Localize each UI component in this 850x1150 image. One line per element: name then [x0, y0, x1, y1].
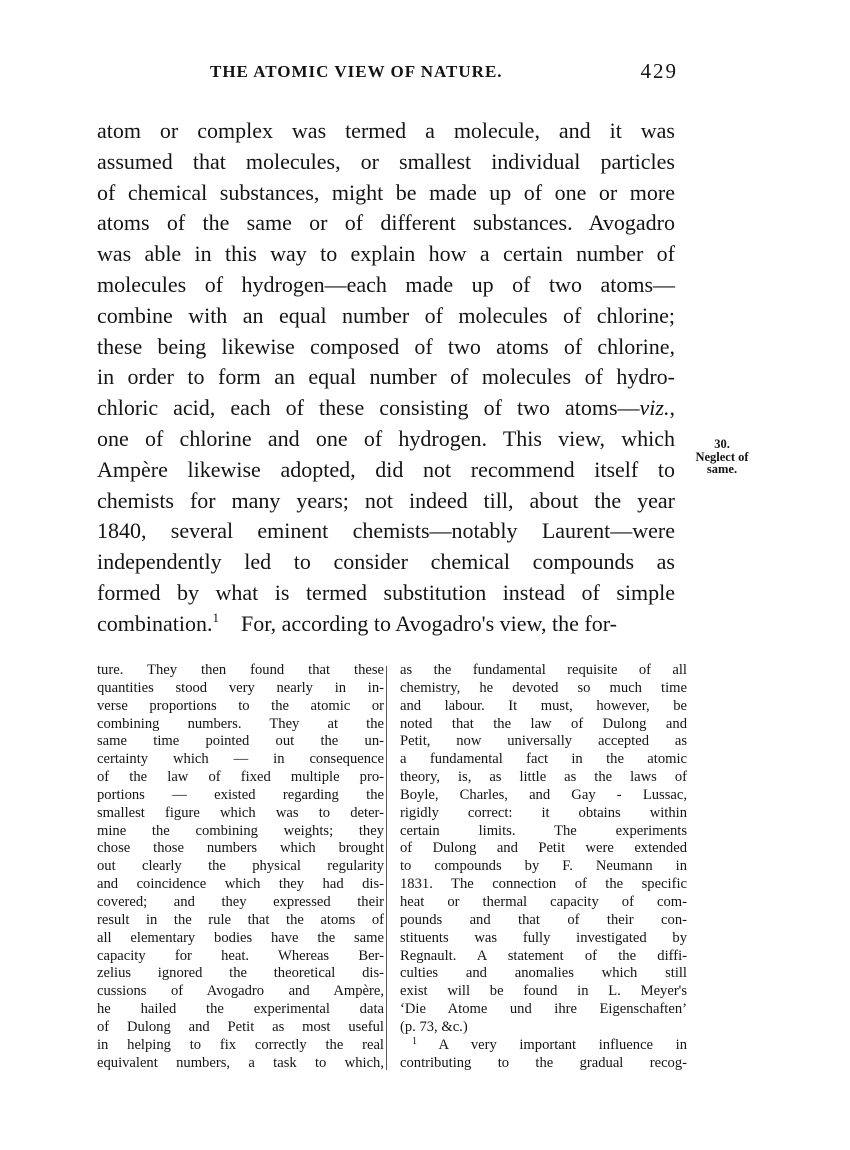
footnote-line: culties and anomalies which still [400, 965, 687, 982]
footnote-line: to compounds by F. Neumann in [400, 858, 687, 875]
footnote-line: in helping to fix correctly the real [97, 1036, 384, 1053]
footnote-line: certain limits. The experiments [400, 822, 687, 839]
footnote-ref[interactable]: 1 [212, 609, 219, 625]
footnote-line: and labour. It must, however, be [400, 697, 687, 714]
footnote-line: of the law of fixed multiple pro- [97, 769, 384, 786]
footnote-column-right [400, 662, 687, 1072]
text-line: of chemical substances, might be made up of one or more [97, 179, 675, 205]
footnote-line: heat or thermal capacity of com- [400, 893, 687, 910]
text-line: independently led to consider chemical compounds as [97, 549, 675, 575]
footnote-line: smallest figure which was to deter- [97, 804, 384, 821]
footnote-line: he hailed the experimental data [97, 1001, 384, 1018]
footnote-line: 1831. The connection of the specific [400, 876, 687, 893]
text-line: in order to form an equal number of molecules of hydro- [97, 364, 675, 390]
footnote-line: noted that the law of Dulong and [400, 715, 687, 732]
footnote-line: $^1$ A very important influence in [412, 1035, 687, 1053]
footnote-column-left [97, 662, 384, 1072]
running-header [200, 59, 680, 92]
footnote-line: equivalent numbers, a task to which, [97, 1054, 384, 1071]
main-text [97, 116, 675, 640]
footnote-line: ‘Die Atome und ihre Eigenschaften’ [400, 1001, 687, 1018]
page-number: 429 [640, 59, 678, 83]
footnote-line: Boyle, Charles, and Gay - Lussac, [400, 786, 687, 803]
text-line: one of chlorine and one of hydrogen. This view, which [97, 425, 675, 451]
footnote-line: same time pointed out the un- [97, 733, 384, 750]
text-fragment: For, according to Avogadro's view, the for- [240, 610, 617, 636]
footnote-line: Petit, now universally accepted as [400, 733, 687, 750]
footnote-line: mine the combining weights; they [97, 822, 384, 839]
text-line: these being likewise composed of two atoms of chlorine, [97, 333, 675, 359]
footnote-line: portions — existed regarding the [97, 786, 384, 803]
footnote-line: result in the rule that the atoms of [97, 911, 384, 928]
footnote-line: ture. They then found that these [97, 662, 384, 678]
text-line: 1840, several eminent chemists—notably Laurent—were [97, 518, 675, 544]
footnote-line: rigidly correct: it obtains within [400, 804, 687, 821]
running-title: THE ATOMIC VIEW OF NATURE. [210, 62, 503, 81]
footnote-line: out clearly the physical regularity [97, 858, 384, 875]
footnote-line: theory, is, as little as the laws of [400, 769, 687, 786]
footnote-marker: 1 [412, 1035, 439, 1047]
text-line: assumed that molecules, or smallest individual particles [97, 148, 675, 174]
footnote-line: cussions of Avogadro and Ampère, [97, 983, 384, 1000]
footnote-line: capacity for heat. Whereas Ber- [97, 947, 384, 964]
text-line: molecules of hydrogen—each made up of two atoms— [97, 271, 675, 297]
text-line: atom or complex was termed a molecule, and it was [97, 118, 675, 143]
footnote-line: quantities stood very nearly in in- [97, 679, 384, 696]
footnote-line: chose those numbers which brought [97, 840, 384, 857]
footnote-line: stituents was fully investigated by [400, 929, 687, 946]
footnote-line: Regnault. A statement of the diffi- [400, 947, 687, 964]
text-line: Ampère likewise adopted, did not recommend itself to [97, 456, 675, 482]
footnotes [97, 662, 687, 1082]
text-line: chemists for many years; not indeed till, about the year [97, 487, 675, 513]
footnote-line: exist will be found in L. Meyer's [400, 983, 687, 1000]
footnote-line: certainty which — in consequence [97, 751, 384, 768]
text-line: chloric acid, each of these consisting of two atoms—viz., [97, 395, 675, 421]
footnote-line: (p. 73, &c.) [400, 1018, 468, 1035]
text-fragment: combination. [97, 610, 213, 636]
footnote-line: of Dulong and Petit were extended [400, 840, 687, 857]
footnote-line: zelius ignored the theoretical dis- [97, 965, 384, 982]
italic-text: viz. [639, 395, 670, 421]
text-line: atoms of the same or of different substances. Avogadro [97, 210, 675, 236]
footnote-line: a fundamental fact in the atomic [400, 751, 687, 768]
text-line [97, 609, 675, 640]
footnote-line: covered; and they expressed their [97, 893, 384, 910]
text-line: combine with an equal number of molecules of chlorine; [97, 302, 675, 328]
margin-note-number: 30. [714, 437, 730, 451]
footnote-line: and coincidence which they had dis- [97, 876, 384, 893]
column-divider [386, 666, 387, 1070]
text-line: formed by what is termed substitution instead of simple [97, 579, 675, 605]
footnote-line: as the fundamental requisite of all [400, 662, 687, 678]
footnote-line: contributing to the gradual recog- [400, 1054, 687, 1071]
footnote-line: pounds and that of their con- [400, 911, 687, 928]
footnote-line: of Dulong and Petit as most useful [97, 1018, 384, 1035]
footnote-line: chemistry, he devoted so much time [400, 679, 687, 696]
footnote-line: verse proportions to the atomic or [97, 697, 384, 714]
footnote-line: all elementary bodies have the same [97, 929, 384, 946]
margin-note [682, 438, 762, 475]
footnote-line: combining numbers. They at the [97, 715, 384, 732]
text-line: was able in this way to explain how a certain number of [97, 241, 675, 267]
margin-note-label: Neglect of same. [695, 450, 749, 476]
